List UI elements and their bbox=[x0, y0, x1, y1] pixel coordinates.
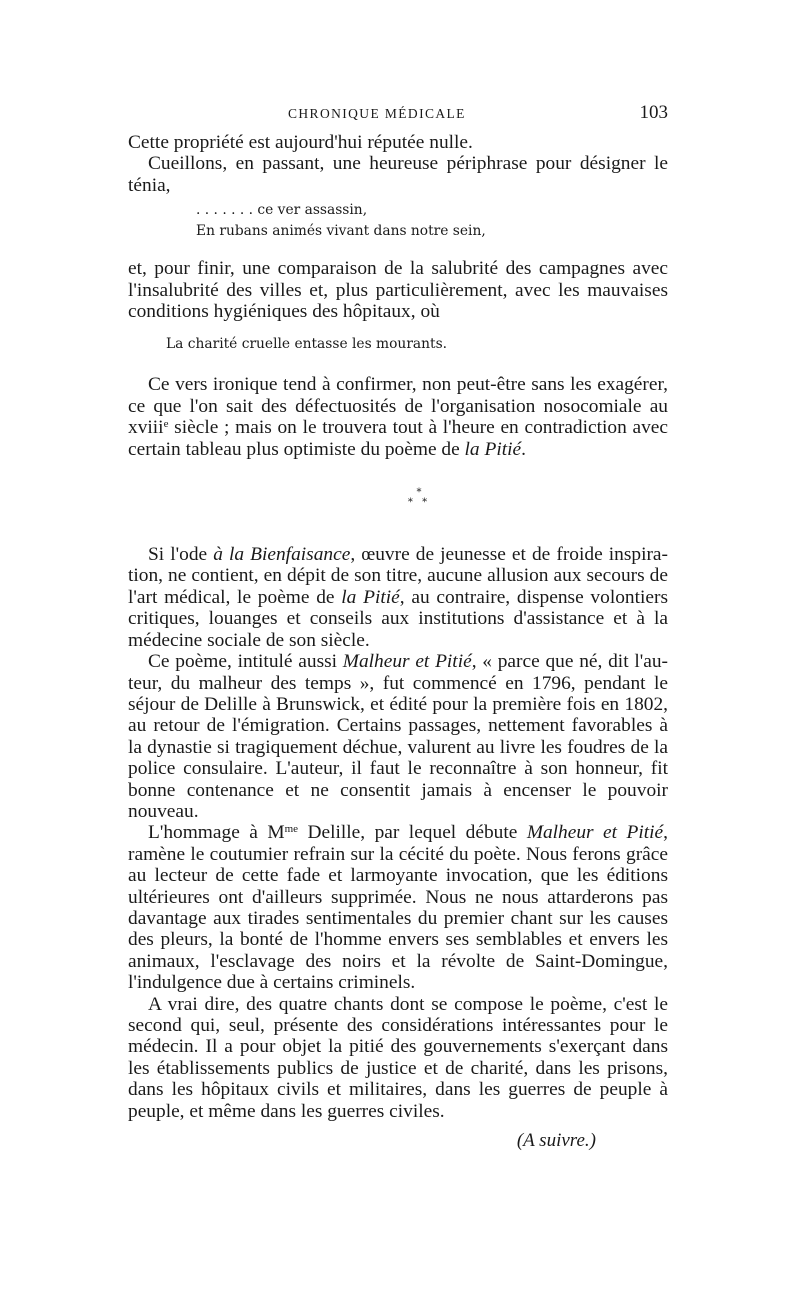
paragraph bbox=[128, 651, 668, 822]
verse-line: En rubans animés vivant dans notre sein, bbox=[196, 223, 486, 240]
verse-quote bbox=[196, 200, 668, 242]
asterism-stars: * * bbox=[407, 497, 431, 509]
page-number: 103 bbox=[639, 102, 668, 123]
paragraph-text: Si l'ode bbox=[148, 544, 214, 566]
paragraph: Cette propriété est aujourd'hui réputée nulle. bbox=[128, 132, 473, 153]
italic-title: Malheur et Pitié bbox=[342, 651, 472, 673]
paragraph bbox=[128, 544, 668, 651]
paragraph: A vrai dire, des quatre chants dont se compose le poème, c'est le second qui, seul, présente des considérations intéressantes pour le médecin. Il a pour objet la pitié des gouvernements s'exerçant dans les établissements publics de justice et de charité, dans les prisons, dans les hôpitaux civils et militaires, dans les guerres de peuple à peuple, et même dans les guerres civiles. bbox=[128, 993, 668, 1122]
paragraph-text: , « parce que né, dit l'auteur, du malheur des temps », fut commencé en 1796, pendant le séjour de Delille à Brunswick, et édité pour la première fois en 1802, au retour de l'émigration. Certains passages, nettement favorables à la dynastie si tragiquement déchue, valurent au livre les foudres de la police consulaire. L'auteur, il faut le reconnaître à son honneur, fit bonne contenance et ne consentit jamais à encenser le pouvoir nouveau. bbox=[128, 651, 668, 822]
running-title: CHRONIQUE MÉDICALE bbox=[288, 106, 466, 121]
paragraph-text: . bbox=[521, 438, 526, 460]
paragraph bbox=[128, 374, 668, 460]
verse-quote bbox=[166, 334, 668, 355]
paragraph: Cueillons, en passant, une heureuse périphrase pour désigner le ténia, bbox=[128, 153, 668, 196]
superscript: me bbox=[284, 823, 299, 836]
running-header bbox=[128, 102, 668, 132]
superscript: e bbox=[163, 418, 169, 431]
paragraph-text: siècle ; mais on le trouvera tout à l'heure en contradiction avec certain tableau plus optimiste du poème de bbox=[128, 417, 668, 460]
asterism-star: * bbox=[416, 487, 422, 499]
paragraph-text: Delille, par lequel débute bbox=[298, 822, 527, 844]
paragraph-text: , au contraire, dispense volontiers critiques, louanges et conseils aux institutions d'assistance et à la médecine sociale de son siècle. bbox=[128, 586, 668, 651]
page bbox=[128, 102, 668, 1151]
paragraph-text: Ce poème, intitulé aussi bbox=[148, 651, 343, 673]
italic-title: à la Bienfaisance bbox=[213, 544, 351, 566]
italic-title: la Pitié bbox=[464, 438, 522, 460]
verse-line: La charité cruelle entasse les mourants. bbox=[166, 336, 448, 353]
body-text bbox=[128, 132, 668, 1151]
paragraph-text: L'hommage à M bbox=[148, 822, 285, 844]
paragraph bbox=[128, 822, 668, 993]
verse-line: . . . . . . . ce ver assassin, bbox=[196, 202, 368, 219]
paragraph-text: Ce vers ironique tend à confirmer, non peut-être sans les exagérer, ce que l'on sait des défectuosités de l'organisation nosocomiale au xviii bbox=[128, 374, 668, 439]
italic-title: Malheur et Pitié bbox=[526, 822, 664, 844]
paragraph-text: , œuvre de jeunesse et de froide inspiration, ne contient, en dépit de son titre, aucune allusion aux secours de l'art médical, le poème de bbox=[128, 544, 668, 608]
paragraph: et, pour finir, une comparaison de la salubrité des campagnes avec l'insalubrité des villes et, plus particulièrement, avec les mauvaises conditions hygiéniques des hôpitaux, où bbox=[128, 258, 668, 323]
to-be-continued: (A suivre.) bbox=[516, 1130, 596, 1152]
paragraph-text: , ramène le coutumier refrain sur la cécité du poète. Nous ferons grâce au lecteur de cette fade et larmoyante invocation, que les éditions ultérieures ont d'ailleurs supprimée. Nous ne nous attarderons pas davantage aux tirades sentimentales du premier chant sur les causes des pleurs, la bonté de l'homme envers ses semblables et envers les animaux, l'esclavage des noirs et la révolte de Saint-Domingue, l'indulgence due à certains criminels. bbox=[128, 822, 668, 994]
italic-title: la Pitié bbox=[341, 586, 400, 608]
asterism-divider bbox=[128, 488, 668, 508]
